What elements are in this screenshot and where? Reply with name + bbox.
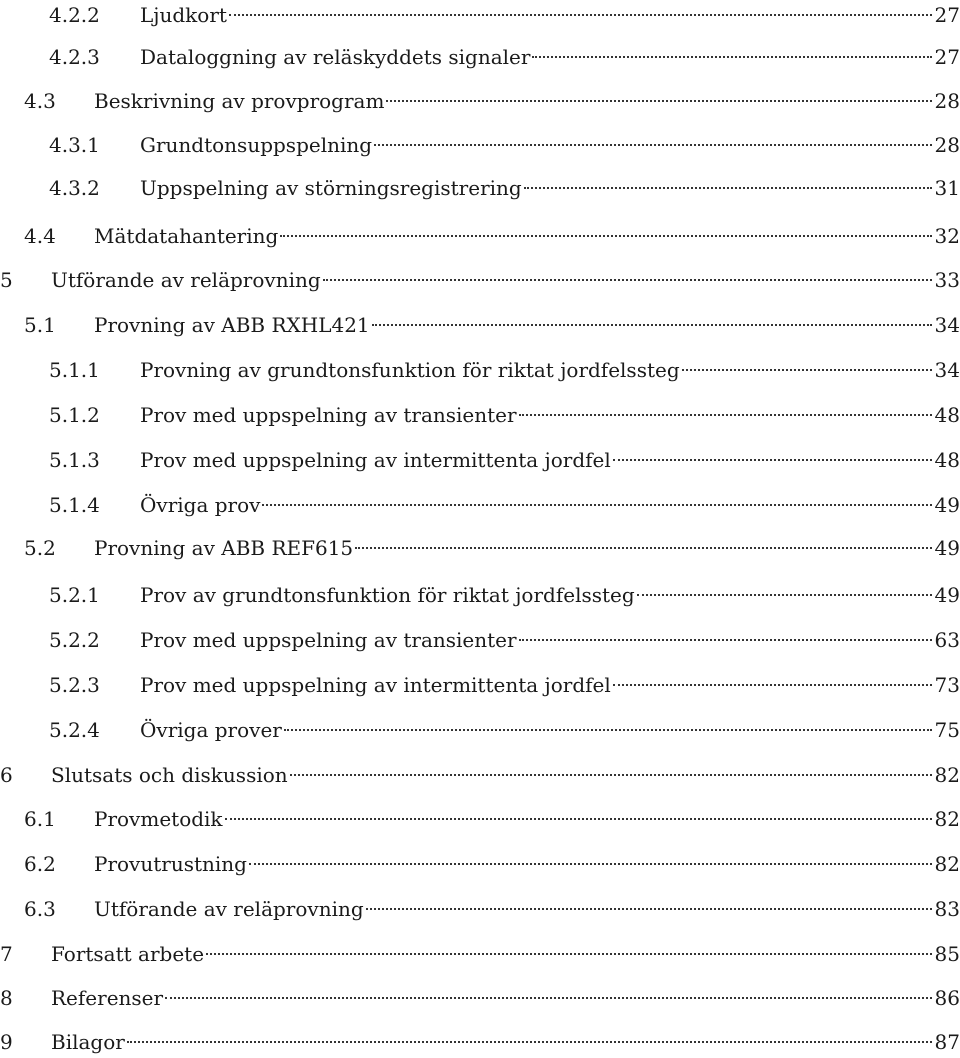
toc-entry-page: 87 xyxy=(934,1030,960,1054)
toc-entry[interactable] xyxy=(0,490,960,520)
toc-entry[interactable] xyxy=(0,173,960,203)
toc-entry-page: 82 xyxy=(934,807,960,831)
toc-entry-number: 4.3.1 xyxy=(49,133,100,157)
toc-entry-page: 28 xyxy=(934,89,960,113)
toc-dot-leader xyxy=(249,863,932,865)
toc-dot-leader xyxy=(519,414,932,416)
toc-entry[interactable] xyxy=(0,1027,960,1057)
toc-entry-number: 5.1.3 xyxy=(49,448,100,472)
toc-entry-number: 8 xyxy=(0,986,13,1010)
toc-entry-number: 4.3 xyxy=(24,89,56,113)
toc-entry-number: 5.2.4 xyxy=(49,718,100,742)
toc-entry[interactable] xyxy=(0,130,960,160)
toc-dot-leader xyxy=(229,14,932,16)
toc-entry[interactable] xyxy=(0,983,960,1013)
toc-dot-leader xyxy=(262,504,931,506)
toc-entry-number: 6.1 xyxy=(24,807,56,831)
toc-entry-number: 6 xyxy=(0,763,13,787)
toc-dot-leader xyxy=(165,997,931,999)
toc-entry[interactable] xyxy=(0,580,960,610)
toc-entry-number: 5.2.2 xyxy=(49,628,100,652)
toc-dot-leader xyxy=(284,729,932,731)
toc-entry[interactable] xyxy=(0,533,960,563)
toc-entry[interactable] xyxy=(0,310,960,340)
toc-dot-leader xyxy=(366,908,932,910)
toc-entry-number: 5.2.3 xyxy=(49,673,100,697)
toc-entry-title: Beskrivning av provprogram xyxy=(94,89,385,113)
toc-entry[interactable] xyxy=(0,804,960,834)
toc-entry-title: Slutsats och diskussion xyxy=(51,763,288,787)
toc-entry-title: Provning av ABB REF615 xyxy=(94,536,354,560)
toc-entry-page: 49 xyxy=(934,493,960,517)
toc-entry-number: 5.2.1 xyxy=(49,583,100,607)
toc-entry[interactable] xyxy=(0,849,960,879)
toc-entry[interactable] xyxy=(0,42,960,72)
toc-entry-number: 6.3 xyxy=(24,897,56,921)
toc-entry-title: Övriga prover xyxy=(140,718,282,742)
toc-entry-number: 5.1 xyxy=(24,313,56,337)
toc-dot-leader xyxy=(206,953,932,955)
toc-entry-page: 49 xyxy=(934,583,960,607)
toc-entry-number: 5.1.1 xyxy=(49,358,100,382)
toc-entry-number: 5.2 xyxy=(24,536,56,560)
toc-entry-number: 5.1.2 xyxy=(49,403,100,427)
toc-entry-number: 4.2.2 xyxy=(49,3,100,27)
toc-dot-leader xyxy=(280,235,931,237)
toc-entry-title: Utförande av reläprovning xyxy=(94,897,364,921)
toc-entry-title: Provmetodik xyxy=(94,807,223,831)
toc-entry[interactable] xyxy=(0,670,960,700)
toc-dot-leader xyxy=(682,369,932,371)
toc-entry-page: 34 xyxy=(934,358,960,382)
toc-entry-title: Fortsatt arbete xyxy=(51,942,205,966)
toc-dot-leader xyxy=(637,594,932,596)
toc-entry-title: Provning av grundtonsfunktion för riktat jordfelssteg xyxy=(140,358,680,382)
toc-dot-leader xyxy=(613,459,932,461)
toc-entry-page: 48 xyxy=(934,448,960,472)
toc-dot-leader xyxy=(355,547,931,549)
toc-dot-leader xyxy=(519,639,932,641)
toc-entry-title: Prov med uppspelning av transienter xyxy=(140,403,517,427)
toc-entry-page: 83 xyxy=(934,897,960,921)
toc-dot-leader xyxy=(532,56,931,58)
toc-entry-title: Prov med uppspelning av intermittenta jordfel xyxy=(140,448,611,472)
toc-entry-number: 4.3.2 xyxy=(49,176,100,200)
toc-entry-title: Övriga prov xyxy=(140,493,261,517)
toc-dot-leader xyxy=(323,279,932,281)
toc-dot-leader xyxy=(386,100,931,102)
toc-entry-page: 63 xyxy=(934,628,960,652)
toc-entry-page: 27 xyxy=(934,3,960,27)
toc-entry-page: 33 xyxy=(934,268,960,292)
toc-entry-title: Uppspelning av störningsregistrering xyxy=(140,176,522,200)
toc-entry-page: 48 xyxy=(934,403,960,427)
toc-entry-page: 32 xyxy=(934,224,960,248)
toc-entry-page: 27 xyxy=(934,45,960,69)
toc-entry-title: Prov med uppspelning av intermittenta jordfel xyxy=(140,673,611,697)
toc-entry-number: 4.4 xyxy=(24,224,56,248)
toc-entry-page: 82 xyxy=(934,852,960,876)
toc-entry[interactable] xyxy=(0,939,960,969)
toc-entry-page: 85 xyxy=(934,942,960,966)
toc-entry-number: 5 xyxy=(0,268,13,292)
toc-entry-number: 9 xyxy=(0,1030,13,1054)
toc-entry-page: 28 xyxy=(934,133,960,157)
toc-entry-title: Provning av ABB RXHL421 xyxy=(94,313,370,337)
toc-dot-leader xyxy=(225,818,932,820)
toc-entry[interactable] xyxy=(0,355,960,385)
toc-entry-page: 34 xyxy=(934,313,960,337)
toc-entry-page: 73 xyxy=(934,673,960,697)
toc-entry[interactable] xyxy=(0,625,960,655)
toc-entry-number: 6.2 xyxy=(24,852,56,876)
toc-entry-title: Ljudkort xyxy=(140,3,227,27)
toc-entry-title: Prov med uppspelning av transienter xyxy=(140,628,517,652)
toc-entry-title: Bilagor xyxy=(51,1030,125,1054)
toc-entry[interactable] xyxy=(0,715,960,745)
toc-dot-leader xyxy=(290,774,932,776)
toc-entry-title: Prov av grundtonsfunktion för riktat jordfelssteg xyxy=(140,583,635,607)
toc-entry[interactable] xyxy=(0,400,960,430)
toc-entry[interactable] xyxy=(0,265,960,295)
toc-entry[interactable] xyxy=(0,894,960,924)
toc-dot-leader xyxy=(372,324,932,326)
toc-dot-leader xyxy=(127,1041,932,1043)
toc-dot-leader xyxy=(613,684,932,686)
toc-entry-title: Grundtonsuppspelning xyxy=(140,133,373,157)
toc-entry-number: 4.2.3 xyxy=(49,45,100,69)
toc-entry-title: Mätdatahantering xyxy=(94,224,279,248)
toc-entry-title: Utförande av reläprovning xyxy=(51,268,321,292)
toc-entry-title: Referenser xyxy=(51,986,164,1010)
toc-dot-leader xyxy=(524,187,932,189)
toc-entry-page: 75 xyxy=(934,718,960,742)
toc-entry[interactable] xyxy=(0,445,960,475)
toc-entry-number: 5.1.4 xyxy=(49,493,100,517)
toc-entry-title: Provutrustning xyxy=(94,852,247,876)
toc-entry[interactable] xyxy=(0,760,960,790)
toc-entry-page: 86 xyxy=(934,986,960,1010)
toc-entry-number: 7 xyxy=(0,942,13,966)
toc-entry[interactable] xyxy=(0,0,960,30)
toc-entry[interactable] xyxy=(0,86,960,116)
toc-entry-page: 49 xyxy=(934,536,960,560)
toc-dot-leader xyxy=(374,144,931,146)
toc-entry-page: 82 xyxy=(934,763,960,787)
toc-entry-title: Dataloggning av reläskyddets signaler xyxy=(140,45,531,69)
toc-entry-page: 31 xyxy=(934,176,960,200)
toc-entry[interactable] xyxy=(0,221,960,251)
